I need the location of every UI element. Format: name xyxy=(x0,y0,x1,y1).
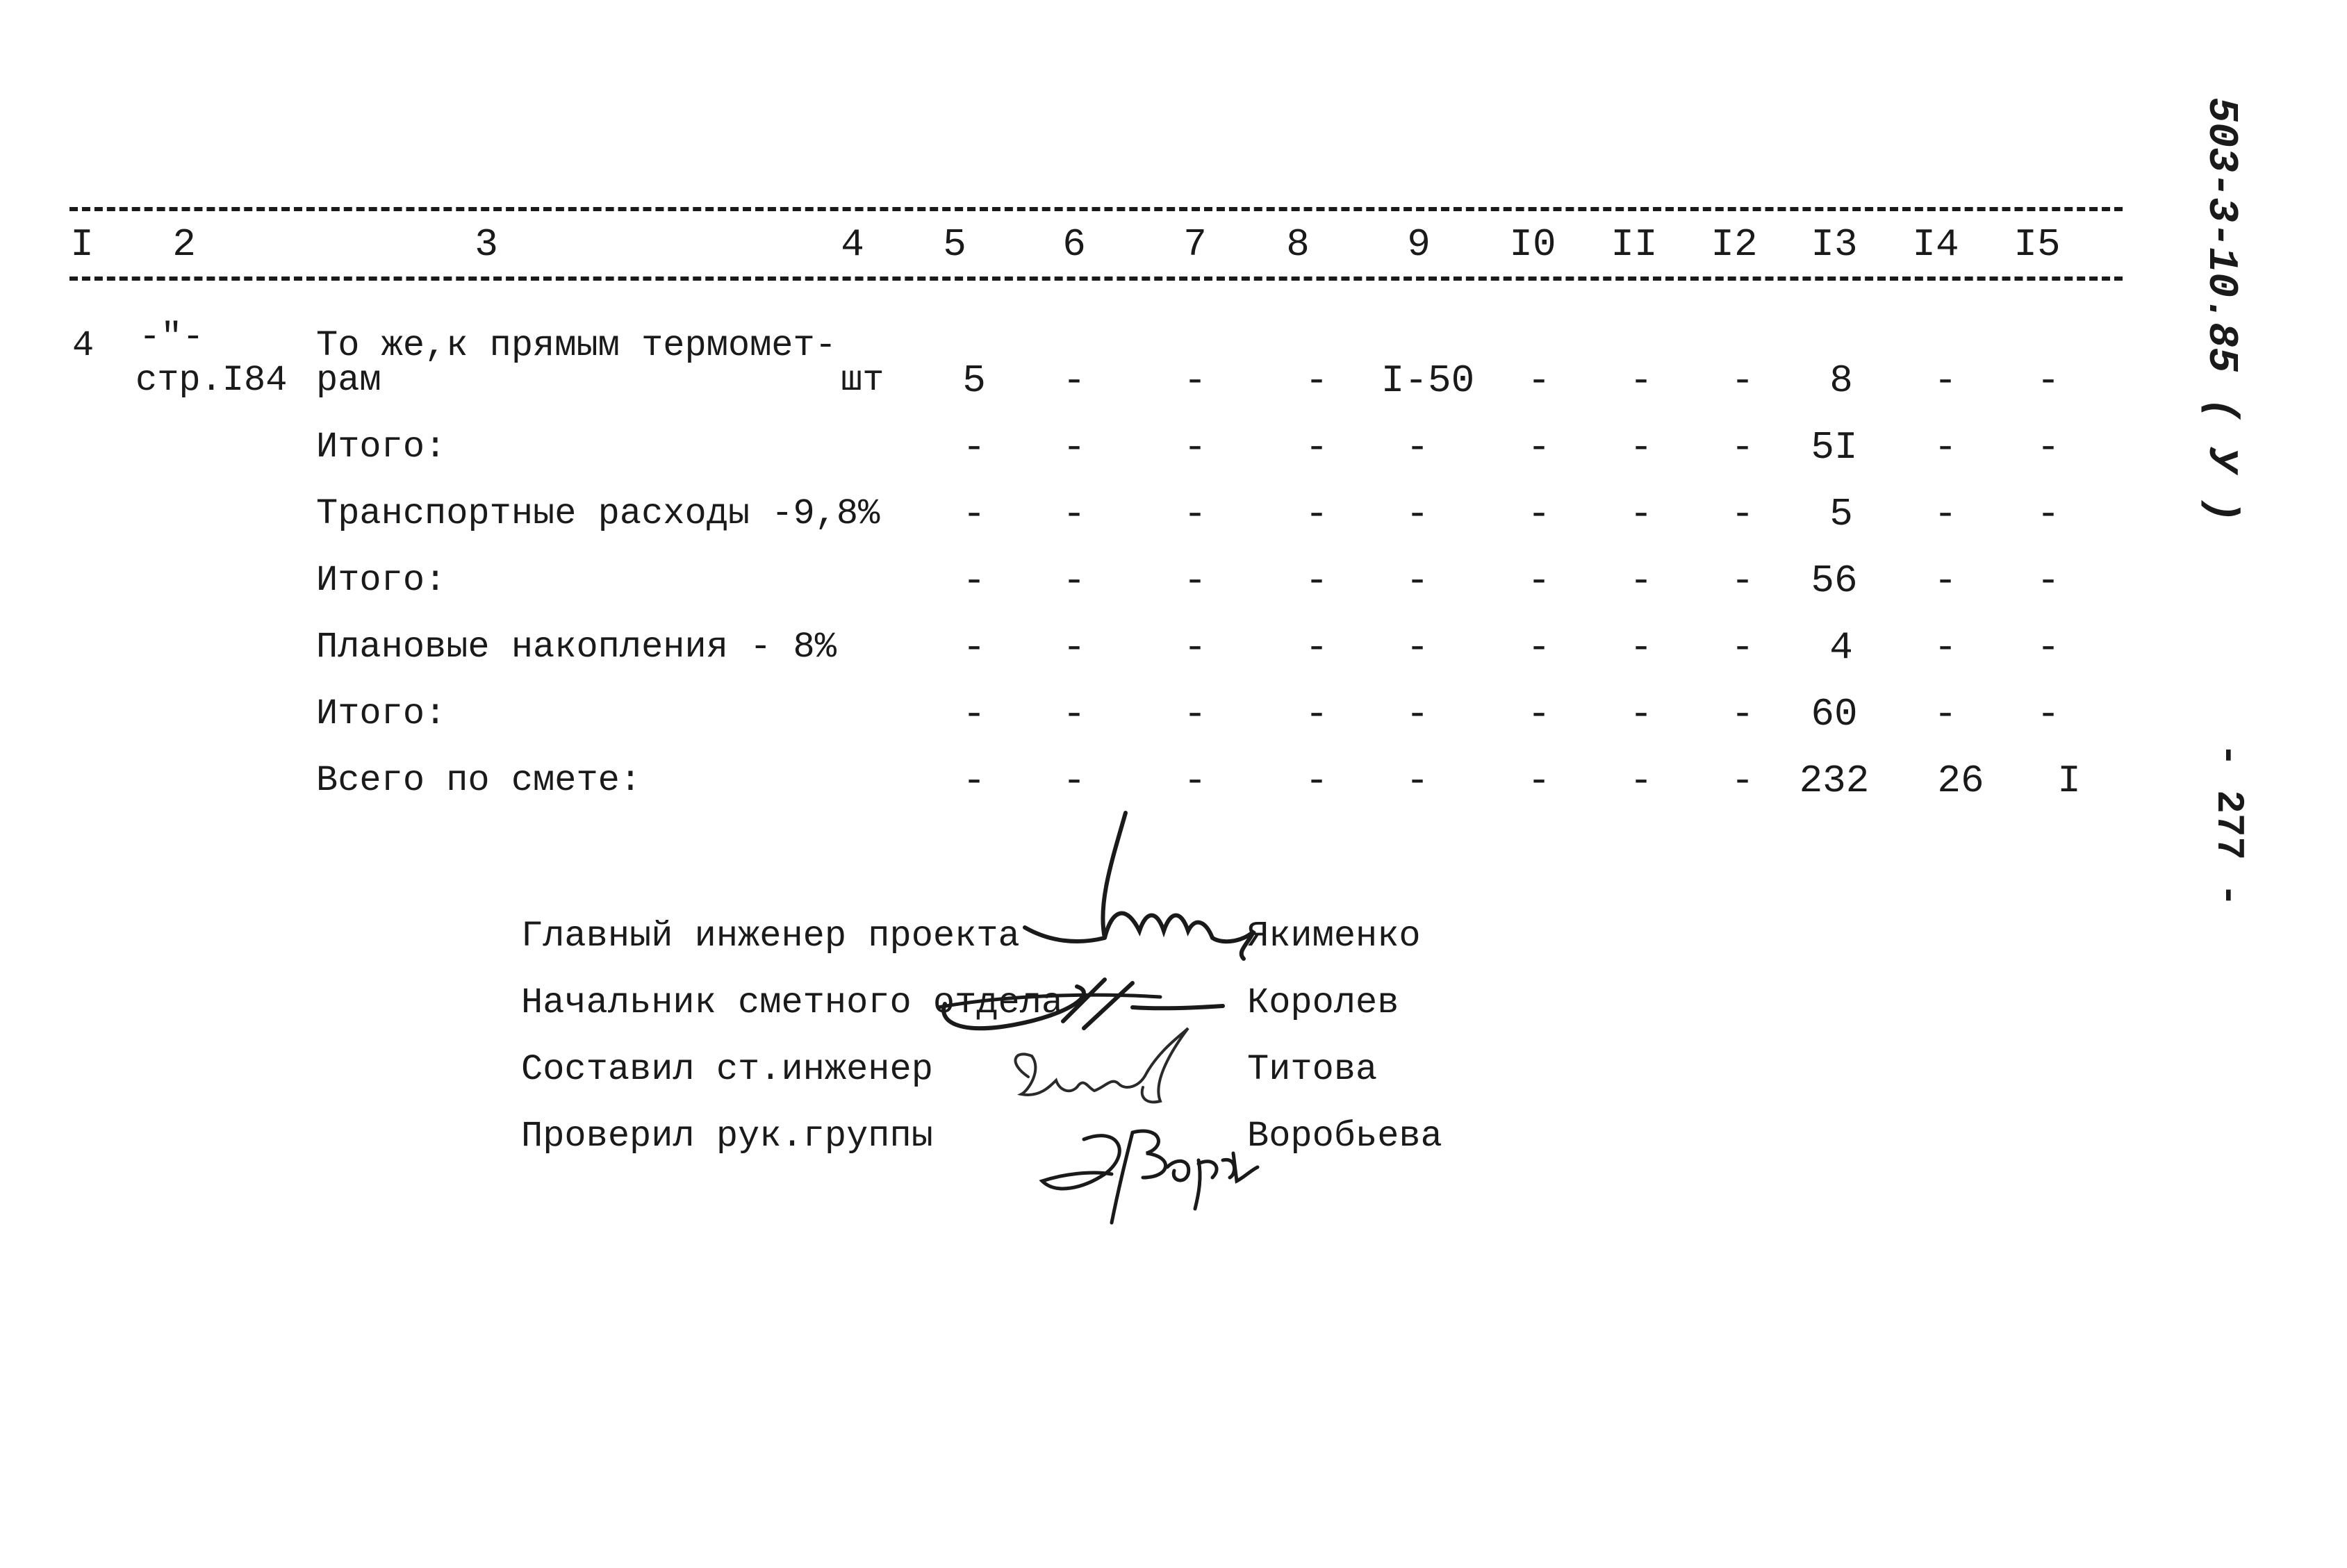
row-cell-col9: - xyxy=(1406,625,1429,670)
row-cell-col8: - xyxy=(1305,692,1328,736)
row-reference-ditto: -"- xyxy=(139,317,204,358)
row-cell-col8: - xyxy=(1305,492,1328,536)
row-cell-col14: - xyxy=(1934,492,1957,536)
row-cell-col15: - xyxy=(2036,559,2060,603)
row-cell-col14: - xyxy=(1934,692,1957,736)
row-cell-col13: 5I xyxy=(1811,425,1858,470)
row-cell-col11: - xyxy=(1629,358,1653,403)
header-col-3: 3 xyxy=(475,222,498,267)
row-label: Всего по смете: xyxy=(316,760,642,801)
row-cell-col7: - xyxy=(1183,692,1207,736)
row-cell-col5: - xyxy=(962,559,986,603)
row-cell-col14: - xyxy=(1934,425,1957,470)
row-cell-col6: - xyxy=(1062,358,1086,403)
signature-name: Королев xyxy=(1247,982,1399,1023)
row-unit: шт xyxy=(841,360,884,401)
row-cell-col12: - xyxy=(1731,559,1754,603)
signature-title: Составил ст.инженер xyxy=(521,1049,933,1090)
row-cell-col15: - xyxy=(2036,425,2060,470)
row-cell-col6: - xyxy=(1062,692,1086,736)
row-cell-col15: - xyxy=(2036,492,2060,536)
row-cell-col8: - xyxy=(1305,759,1328,803)
row-cell-col10: - xyxy=(1527,559,1551,603)
row-cell-col13: 232 xyxy=(1799,759,1870,803)
row-cell-col15: - xyxy=(2036,358,2060,403)
row-cell-col13: 60 xyxy=(1811,692,1858,736)
row-cell-col7: - xyxy=(1183,425,1207,470)
page-number: - 277 - xyxy=(2207,743,2251,907)
side-document-code: 503-3-10.85 ( У ) xyxy=(2197,97,2244,523)
row-cell-col12: - xyxy=(1731,492,1754,536)
row-cell-col9: - xyxy=(1406,425,1429,470)
handwritten-signature xyxy=(1000,1021,1209,1125)
handwritten-signature xyxy=(1007,806,1285,966)
row-cell-col10: - xyxy=(1527,425,1551,470)
row-cell-col6: - xyxy=(1062,625,1086,670)
row-label: Транспортные расходы -9,8% xyxy=(316,493,880,534)
header-col-5: 5 xyxy=(943,222,966,267)
row-description-line1: То же,к прямым термомет- xyxy=(316,325,837,366)
row-cell-col11: - xyxy=(1629,425,1653,470)
signature-title: Начальник сметного отдела xyxy=(521,982,1064,1023)
row-reference-page: стр.I84 xyxy=(135,360,288,401)
row-cell-col10: - xyxy=(1527,625,1551,670)
row-cell-col15: I xyxy=(2057,759,2081,803)
header-bottom-rule xyxy=(69,277,2123,281)
row-cell-col13: 8 xyxy=(1829,358,1853,403)
row-cell-col7: - xyxy=(1183,358,1207,403)
row-cell-col15: - xyxy=(2036,692,2060,736)
row-cell-col14: - xyxy=(1934,625,1957,670)
header-col-6: 6 xyxy=(1062,222,1086,267)
row-cell-col6: - xyxy=(1062,492,1086,536)
row-cell-col11: - xyxy=(1629,625,1653,670)
row-cell-col10: - xyxy=(1527,358,1551,403)
signature-name: Титова xyxy=(1247,1049,1378,1090)
row-description-line2: рам xyxy=(316,360,381,401)
header-col-15: I5 xyxy=(2014,222,2061,267)
row-cell-col12: - xyxy=(1731,759,1754,803)
row-cell-col5: - xyxy=(962,492,986,536)
header-col-1: I xyxy=(70,222,94,267)
row-cell-col8: - xyxy=(1305,425,1328,470)
row-cell-col9: I-50 xyxy=(1381,358,1475,403)
row-cell-col11: - xyxy=(1629,759,1653,803)
signature-title: Проверил рук.группы xyxy=(521,1116,933,1157)
header-top-rule xyxy=(69,207,2123,211)
row-cell-col5: 5 xyxy=(962,358,986,403)
row-cell-col8: - xyxy=(1305,358,1328,403)
row-cell-col12: - xyxy=(1731,425,1754,470)
row-cell-col10: - xyxy=(1527,759,1551,803)
row-label: Итого: xyxy=(316,693,447,734)
signature-name: Якименко xyxy=(1247,916,1421,957)
row-cell-col15: - xyxy=(2036,625,2060,670)
row-cell-col8: - xyxy=(1305,559,1328,603)
row-cell-col10: - xyxy=(1527,692,1551,736)
row-cell-col14: 26 xyxy=(1937,759,1984,803)
row-cell-col12: - xyxy=(1731,625,1754,670)
header-col-9: 9 xyxy=(1407,222,1431,267)
signature-title: Главный инженер проекта xyxy=(521,916,1020,957)
row-label: Итого: xyxy=(316,427,447,468)
row-cell-col7: - xyxy=(1183,625,1207,670)
row-cell-col12: - xyxy=(1731,692,1754,736)
row-cell-col5: - xyxy=(962,425,986,470)
row-cell-col8: - xyxy=(1305,625,1328,670)
header-col-12: I2 xyxy=(1711,222,1758,267)
row-cell-col9: - xyxy=(1406,559,1429,603)
row-cell-col5: - xyxy=(962,625,986,670)
row-number: 4 xyxy=(72,325,94,366)
row-cell-col13: 5 xyxy=(1829,492,1853,536)
row-cell-col14: - xyxy=(1934,358,1957,403)
header-col-4: 4 xyxy=(841,222,864,267)
row-cell-col6: - xyxy=(1062,759,1086,803)
row-cell-col11: - xyxy=(1629,492,1653,536)
row-cell-col7: - xyxy=(1183,759,1207,803)
row-label: Плановые накопления - 8% xyxy=(316,627,837,668)
header-col-10: I0 xyxy=(1509,222,1556,267)
row-cell-col13: 4 xyxy=(1829,625,1853,670)
row-cell-col5: - xyxy=(962,692,986,736)
header-col-7: 7 xyxy=(1183,222,1207,267)
header-col-14: I4 xyxy=(1912,222,1959,267)
row-cell-col14: - xyxy=(1934,559,1957,603)
row-cell-col7: - xyxy=(1183,492,1207,536)
row-cell-col5: - xyxy=(962,759,986,803)
row-cell-col9: - xyxy=(1406,759,1429,803)
header-col-13: I3 xyxy=(1811,222,1858,267)
row-cell-col6: - xyxy=(1062,559,1086,603)
signature-name: Воробьева xyxy=(1247,1116,1442,1157)
row-cell-col10: - xyxy=(1527,492,1551,536)
row-cell-col13: 56 xyxy=(1811,559,1858,603)
row-cell-col7: - xyxy=(1183,559,1207,603)
row-cell-col11: - xyxy=(1629,692,1653,736)
row-cell-col12: - xyxy=(1731,358,1754,403)
header-col-11: II xyxy=(1611,222,1658,267)
header-col-2: 2 xyxy=(172,222,196,267)
row-cell-col9: - xyxy=(1406,492,1429,536)
header-col-8: 8 xyxy=(1286,222,1310,267)
row-cell-col9: - xyxy=(1406,692,1429,736)
row-cell-col11: - xyxy=(1629,559,1653,603)
row-cell-col6: - xyxy=(1062,425,1086,470)
handwritten-signature xyxy=(1028,1112,1265,1230)
row-label: Итого: xyxy=(316,560,447,601)
